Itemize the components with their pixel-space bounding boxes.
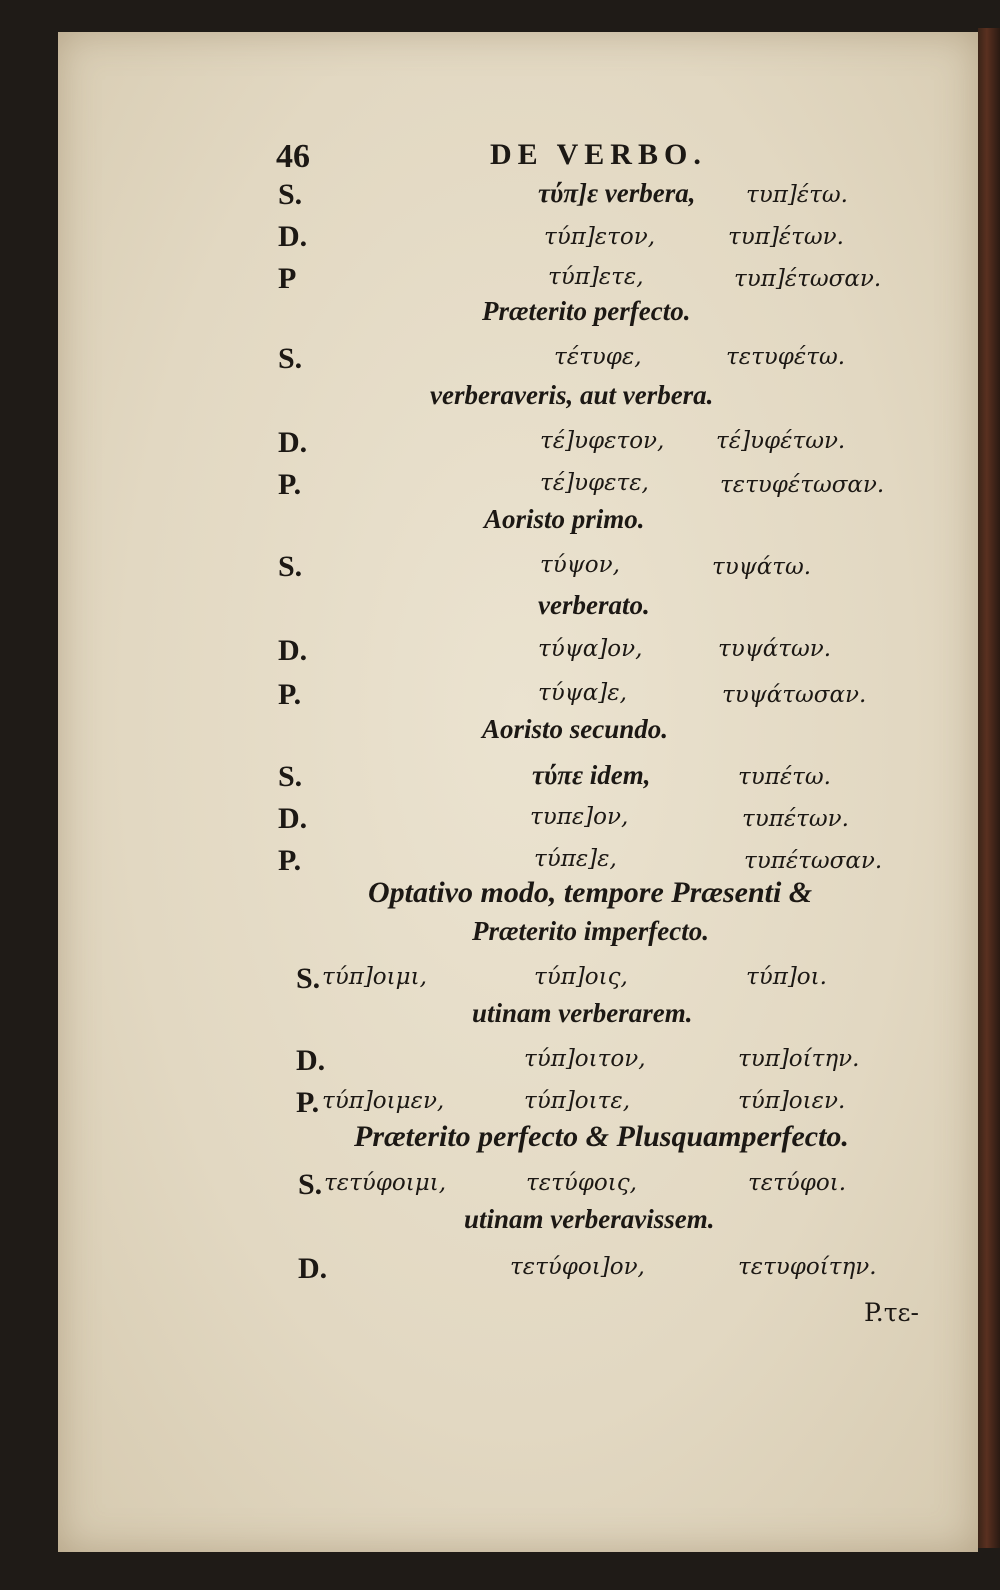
greek-form: τετύφοι]ον, [510, 1254, 645, 1280]
greek-form: τύπ]οις, [534, 964, 628, 990]
greek-form: τέτυφε, [554, 344, 642, 370]
greek-form: τύπ]οι. [746, 964, 827, 990]
greek-form: τέ]υφετον, [540, 428, 665, 454]
greek-form: τύπ]οιμεν, [322, 1088, 445, 1114]
greek-form: τύπ]οιτον, [524, 1046, 646, 1072]
row-label: S. [278, 178, 303, 211]
greek-form: τυπ]οίτην. [738, 1046, 860, 1072]
greek-form: τύπ]οιτε, [524, 1088, 631, 1114]
row-label: D. [296, 1044, 326, 1077]
row-label: S. [296, 962, 321, 995]
greek-form: τύπε idem, [532, 760, 651, 790]
greek-form: τύψον, [540, 552, 620, 578]
greek-form: τυπ]έτων. [728, 224, 844, 250]
section-heading: Optativo modo, tempore Præsenti & [368, 876, 813, 909]
greek-form: τυψάτωσαν. [722, 682, 867, 708]
section-heading: Aoristo secundo. [482, 714, 669, 744]
row-label: D. [278, 634, 308, 667]
greek-form: τυπέτων. [742, 806, 849, 832]
section-heading: Præterito perfecto & Plusquamperfecto. [354, 1120, 849, 1153]
row-label: D. [298, 1252, 328, 1285]
greek-form: τετυφέτωσαν. [720, 472, 885, 498]
greek-form: τύψα]ον, [538, 636, 643, 662]
greek-form: τύψα]ε, [538, 680, 627, 706]
greek-form: τέ]υφέτων. [716, 428, 846, 454]
section-heading: Aoristo primo. [484, 504, 645, 534]
section-heading: Præterito perfecto. [482, 296, 691, 326]
greek-form: τετύφοις, [526, 1170, 637, 1196]
section-heading: verberaveris, aut verbera. [430, 380, 714, 410]
row-label: S. [278, 760, 303, 793]
greek-form: τετύφοιμι, [324, 1170, 447, 1196]
row-label: S. [278, 550, 303, 583]
greek-form: τύπ]ετον, [544, 224, 656, 250]
page-number: 46 [276, 138, 310, 175]
greek-form: τετυφοίτην. [738, 1254, 877, 1280]
greek-form: τύπε]ε, [534, 846, 617, 872]
greek-form: τύπ]οιμι, [322, 964, 427, 990]
section-heading: utinam verberavissem. [464, 1204, 715, 1234]
greek-form: τέ]υφετε, [540, 470, 649, 496]
greek-form: τύπ]ετε, [548, 264, 644, 290]
greek-form: τυψάτων. [718, 636, 832, 662]
greek-form: τυπ]έτω. [746, 182, 848, 208]
row-label: P. [278, 678, 302, 711]
greek-form: τυπέτω. [738, 764, 831, 790]
section-heading: utinam verberarem. [472, 998, 693, 1028]
greek-form: τυπε]ον, [530, 804, 629, 830]
row-label: D. [278, 426, 308, 459]
greek-form: τετυφέτω. [726, 344, 846, 370]
greek-form: τυπ]έτωσαν. [734, 266, 882, 292]
section-heading: Præterito imperfecto. [472, 916, 709, 946]
row-label: P. [296, 1086, 320, 1119]
section-heading: verberato. [538, 590, 650, 620]
row-label: S. [298, 1168, 323, 1201]
row-label: D. [278, 802, 308, 835]
greek-form: τυψάτω. [712, 554, 812, 580]
greek-form: τυπέτωσαν. [744, 848, 883, 874]
greek-form: τετύφοι. [748, 1170, 847, 1196]
page-paper [58, 32, 978, 1552]
row-label: P. [278, 468, 302, 501]
row-label: P [278, 262, 297, 295]
book-edge [978, 28, 1000, 1548]
row-label: D. [278, 220, 308, 253]
greek-form: τύπ]οιεν. [738, 1088, 846, 1114]
running-title: DE VERBO. [490, 138, 707, 171]
row-label: P. [278, 844, 302, 877]
catchword: P.τε- [864, 1298, 919, 1327]
row-label: S. [278, 342, 303, 375]
greek-form: τύπ]ε verbera, [538, 178, 696, 208]
